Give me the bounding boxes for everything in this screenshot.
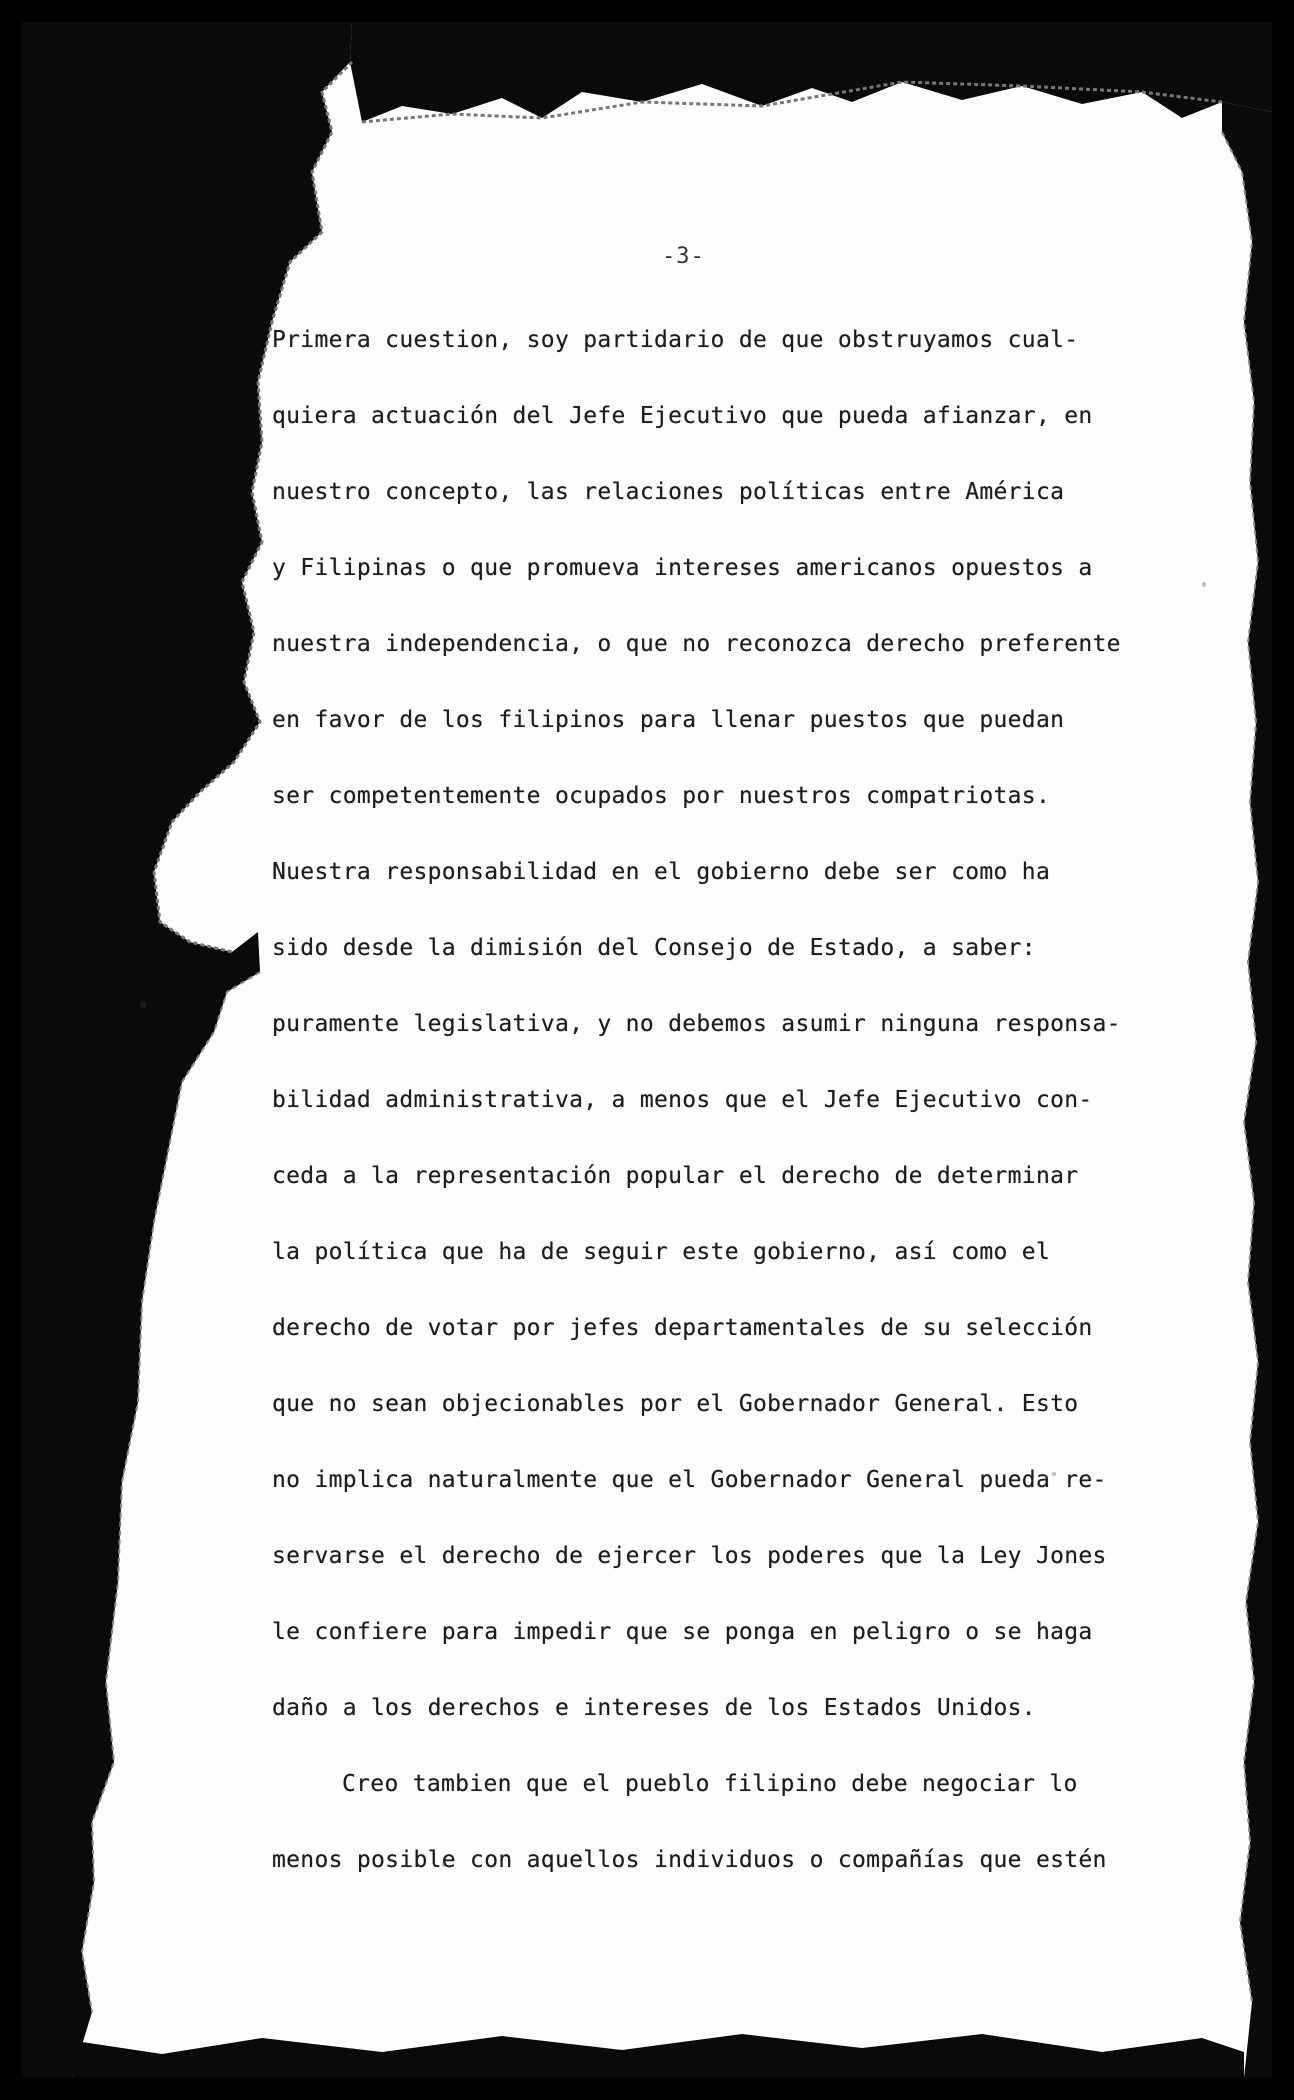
text-line: ser competentemente ocupados por nuestros compatriotas. — [272, 783, 1051, 809]
text-line: nuestro concepto, las relaciones políticas entre América — [272, 479, 1065, 505]
text-line: no implica naturalmente que el Gobernador General pueda re- — [272, 1467, 1107, 1493]
text-line: y Filipinas o que promueva intereses americanos opuestos a — [272, 555, 1093, 581]
text-line: Nuestra responsabilidad en el gobierno debe ser como ha — [272, 859, 1051, 885]
ink-speck — [1202, 582, 1206, 587]
page-number: -3- — [662, 244, 705, 269]
ink-speck — [140, 1002, 146, 1008]
text-line: le confiere para impedir que se ponga en peligro o se haga — [272, 1619, 1093, 1645]
text-line: bilidad administrativa, a menos que el Jefe Ejecutivo con- — [272, 1087, 1093, 1113]
text-line: quiera actuación del Jefe Ejecutivo que pueda afianzar, en — [272, 403, 1093, 429]
ink-speck — [442, 1862, 447, 1867]
text-line: sido desde la dimisión del Consejo de Estado, a saber: — [272, 935, 1036, 961]
text-line: nuestra independencia, o que no reconozca derecho preferente — [272, 631, 1121, 657]
typed-letter-body — [272, 302, 1172, 1898]
text-line: servarse el derecho de ejercer los poderes que la Ley Jones — [272, 1543, 1107, 1569]
text-line: ceda a la representación popular el derecho de determinar — [272, 1163, 1079, 1189]
text-line: derecho de votar por jefes departamentales de su selección — [272, 1315, 1093, 1341]
document-page — [22, 22, 1272, 2078]
ink-speck — [1052, 1472, 1056, 1476]
text-line: menos posible con aquellos individuos o compañías que estén — [272, 1847, 1107, 1873]
text-line: que no sean objecionables por el Gobernador General. Esto — [272, 1391, 1079, 1417]
text-line: la política que ha de seguir este gobierno, así como el — [272, 1239, 1051, 1265]
text-line: en favor de los filipinos para llenar puestos que puedan — [272, 707, 1065, 733]
text-line: daño a los derechos e intereses de los Estados Unidos. — [272, 1695, 1036, 1721]
text-line: Creo tambien que el pueblo filipino debe negociar lo — [342, 1771, 1078, 1797]
text-line: Primera cuestion, soy partidario de que obstruyamos cual- — [272, 327, 1079, 353]
text-line: puramente legislativa, y no debemos asumir ninguna responsa- — [272, 1011, 1121, 1037]
